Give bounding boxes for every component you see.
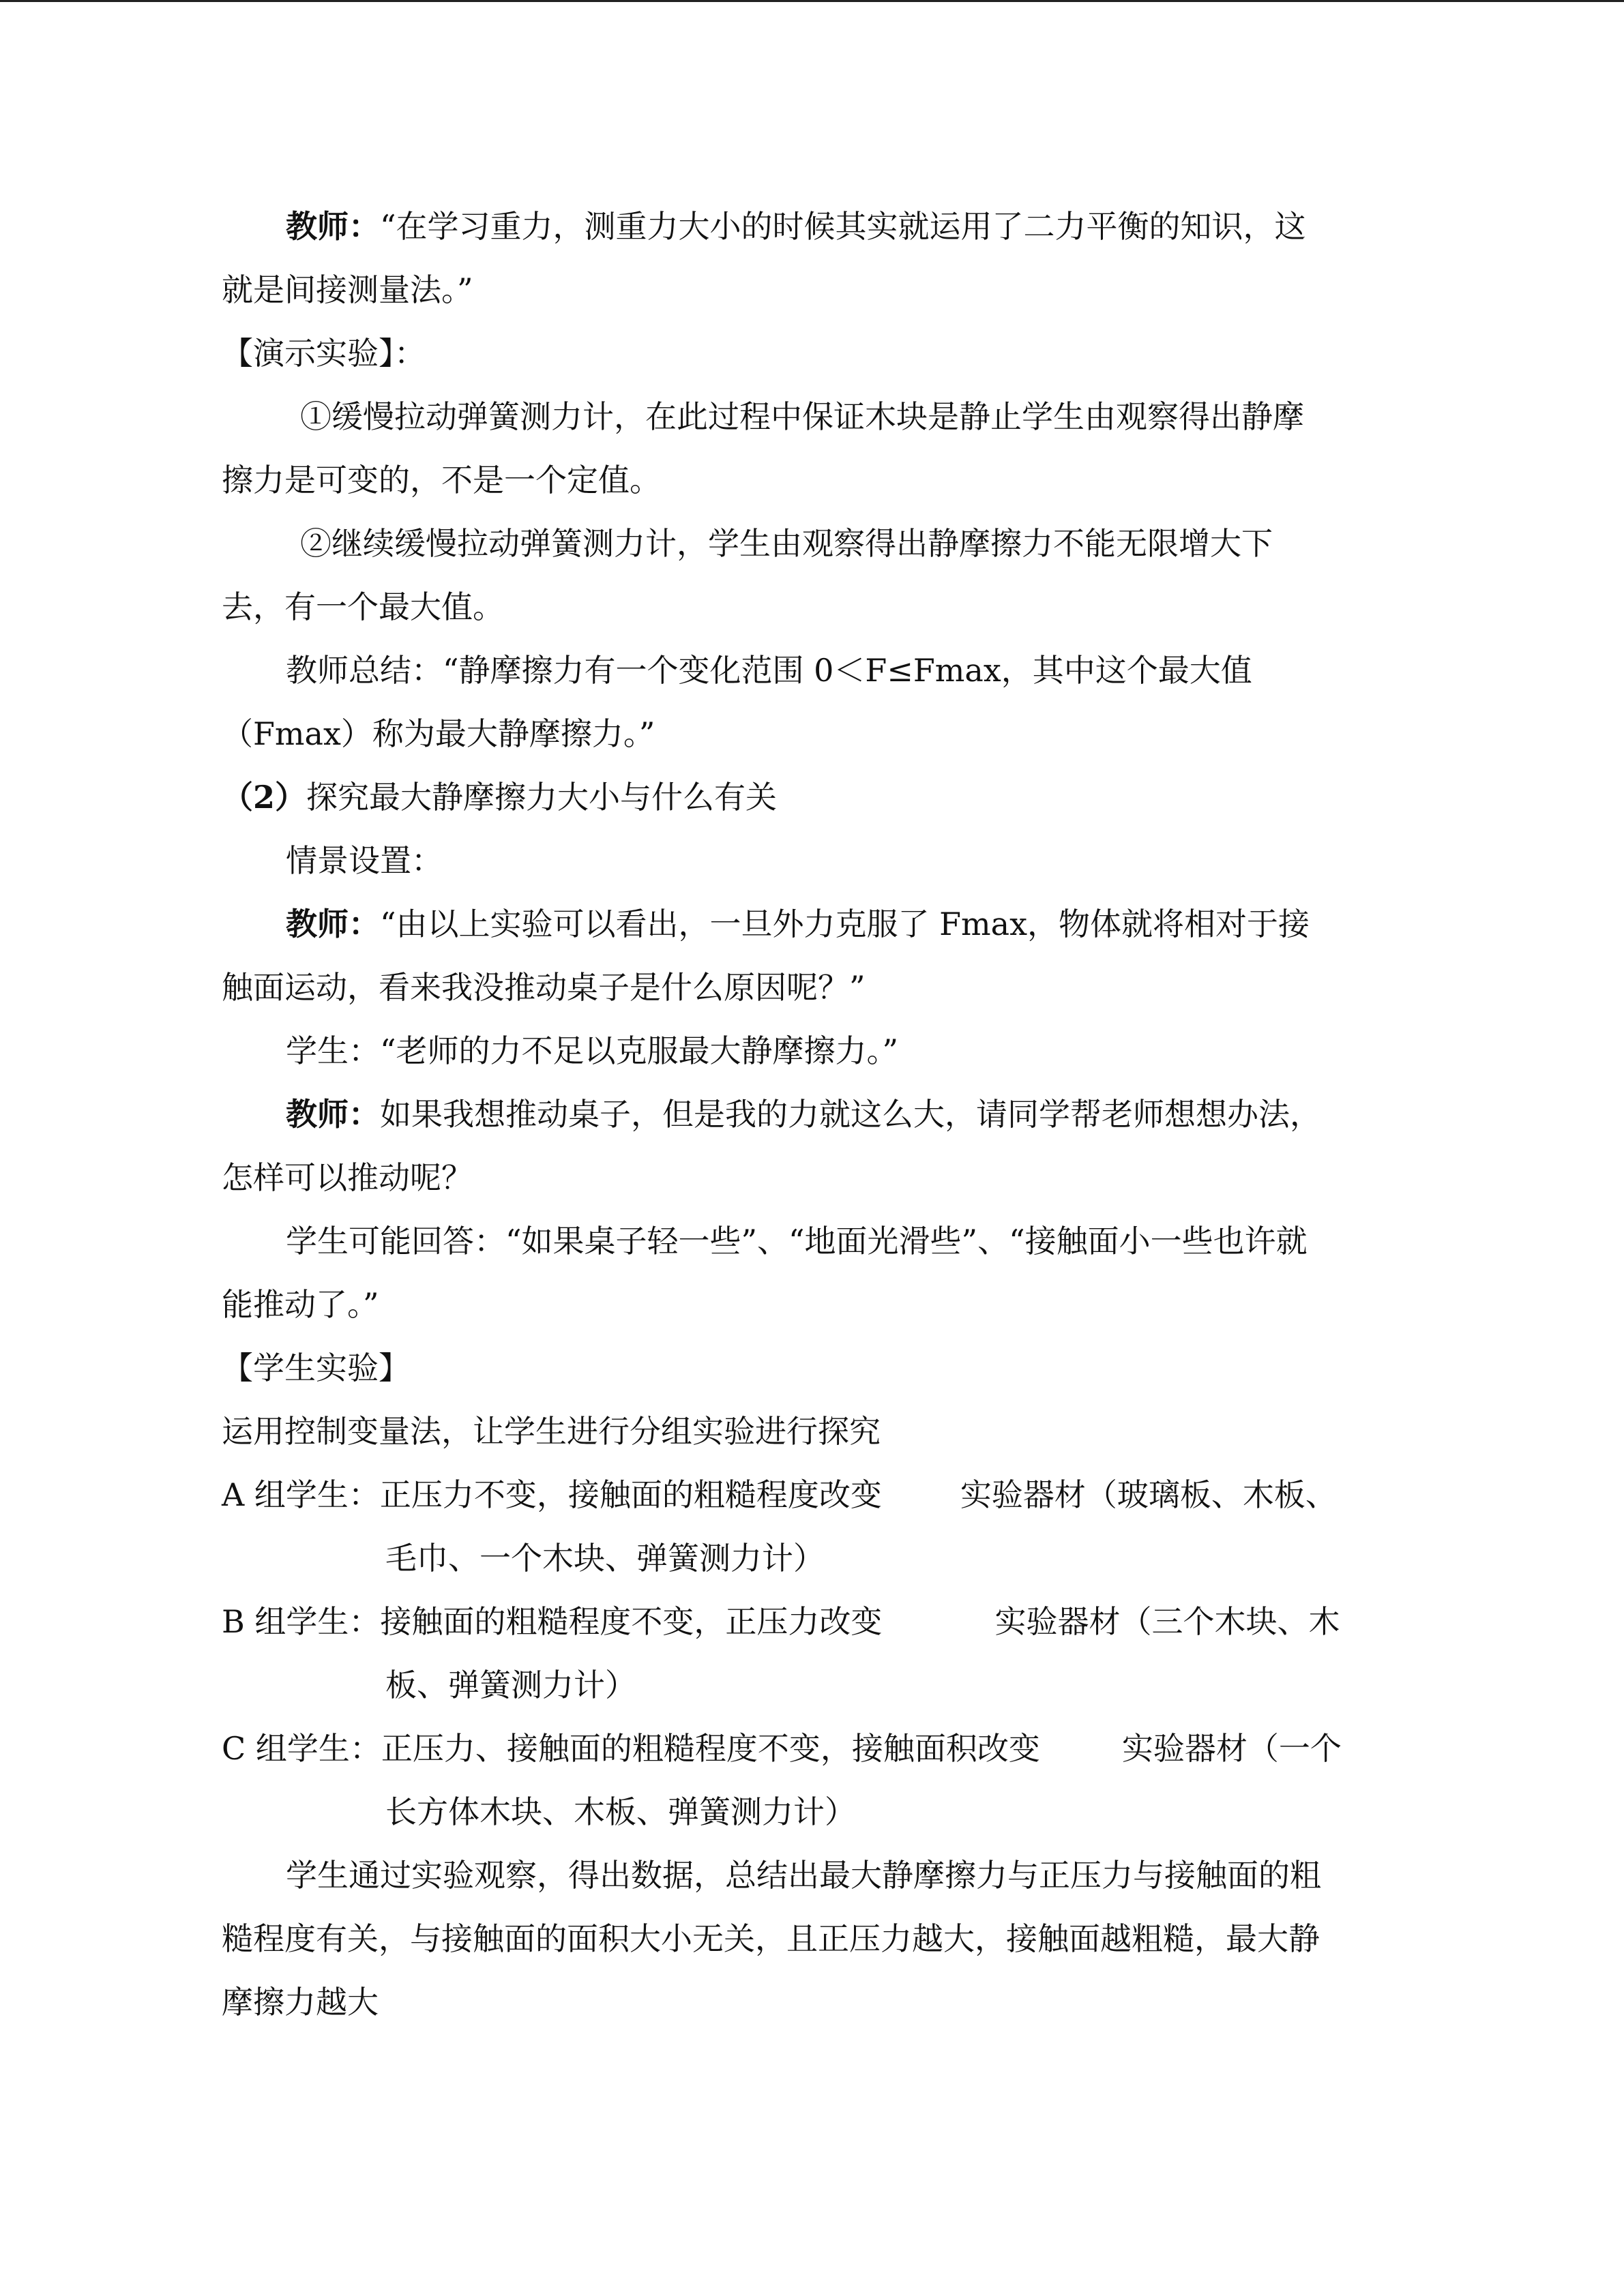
method-statement: 运用控制变量法，让学生进行分组实验进行探究 [222,1413,881,1450]
group-c-description: C 组学生：正压力、接触面的粗糙程度不变，接触面积改变 [222,1730,1040,1767]
group-c-equipment: 实验器材（一个 [1121,1730,1342,1767]
group-b-line-2: 板、弹簧测力计） [385,1667,636,1703]
group-b-description: B 组学生：接触面的粗糙程度不变，正压力改变 [222,1603,883,1640]
teacher-paragraph-1-line-1 [286,207,1306,245]
student-experiment-heading: 【学生实验】 [222,1350,410,1386]
group-b-line-1 [222,1602,1340,1641]
demo-step-2-line-2: 去，有一个最大值。 [222,588,504,625]
group-a-line-1 [222,1476,1337,1514]
group-c-line-2: 长方体木块、木板、弹簧测力计） [385,1793,856,1830]
speaker-label: 教师： [286,906,380,942]
speaker-label: 教师： [286,1096,380,1133]
demo-step-2-line-1: ②继续缓慢拉动弹簧测力计，学生由观察得出静摩擦力不能无限增大下 [300,525,1273,562]
demo-step-1-line-2: 擦力是可变的，不是一个定值。 [222,462,661,498]
student-answers-line-1: 学生可能回答：“如果桌子轻一些”、“地面光滑些”、“接触面小一些也许就 [286,1223,1308,1259]
conclusion-line-3: 摩擦力越大 [222,1984,379,2021]
scene-setup-label: 情景设置： [286,842,443,879]
section-number: （2） [222,779,307,816]
page-top-border [0,0,1624,2]
demo-step-1-line-1: ①缓慢拉动弹簧测力计，在此过程中保证木块是静止学生由观察得出静摩 [300,398,1304,435]
quote-text: “由以上实验可以看出，一旦外力克服了 Fmax，物体就将相对于接 [380,906,1310,942]
student-answers-line-2: 能推动了。” [222,1286,379,1323]
teacher-paragraph-3-line-2: 怎样可以推动呢？ [222,1159,473,1196]
section-2-heading [222,778,777,816]
teacher-paragraph-1-line-2: 就是间接测量法。” [222,271,473,308]
group-b-equipment: 实验器材（三个木块、木 [994,1603,1340,1640]
teacher-summary-line-2: （Fmax）称为最大静摩擦力。” [222,715,655,752]
group-a-description: A 组学生：正压力不变，接触面的粗糙程度改变 [222,1476,882,1513]
teacher-paragraph-2-line-1 [286,905,1310,943]
conclusion-line-1: 学生通过实验观察，得出数据，总结出最大静摩擦力与正压力与接触面的粗 [286,1857,1321,1894]
speaker-label: 教师： [286,208,380,245]
teacher-paragraph-2-line-2: 触面运动，看来我没推动桌子是什么原因呢？” [222,969,866,1006]
group-a-equipment: 实验器材（玻璃板、木板、 [960,1476,1337,1513]
student-reply: 学生：“老师的力不足以克服最大静摩擦力。” [286,1032,899,1069]
group-a-line-2: 毛巾、一个木块、弹簧测力计） [385,1540,825,1577]
teacher-paragraph-3-line-1 [286,1095,1321,1133]
section-title: 探究最大静摩擦力大小与什么有关 [306,779,778,816]
question-text: 如果我想推动桌子，但是我的力就这么大，请同学帮老师想想办法， [380,1096,1321,1133]
conclusion-line-2: 糙程度有关，与接触面的面积大小无关，且正压力越大，接触面越粗糙，最大静 [222,1920,1320,1957]
teacher-summary-line-1: 教师总结：“静摩擦力有一个变化范围 0＜F≤Fmax，其中这个最大值 [286,652,1252,689]
quote-text: “在学习重力，测重力大小的时候其实就运用了二力平衡的知识，这 [380,208,1306,245]
demo-experiment-heading: 【演示实验】： [222,335,426,372]
group-c-line-1 [222,1729,1342,1768]
